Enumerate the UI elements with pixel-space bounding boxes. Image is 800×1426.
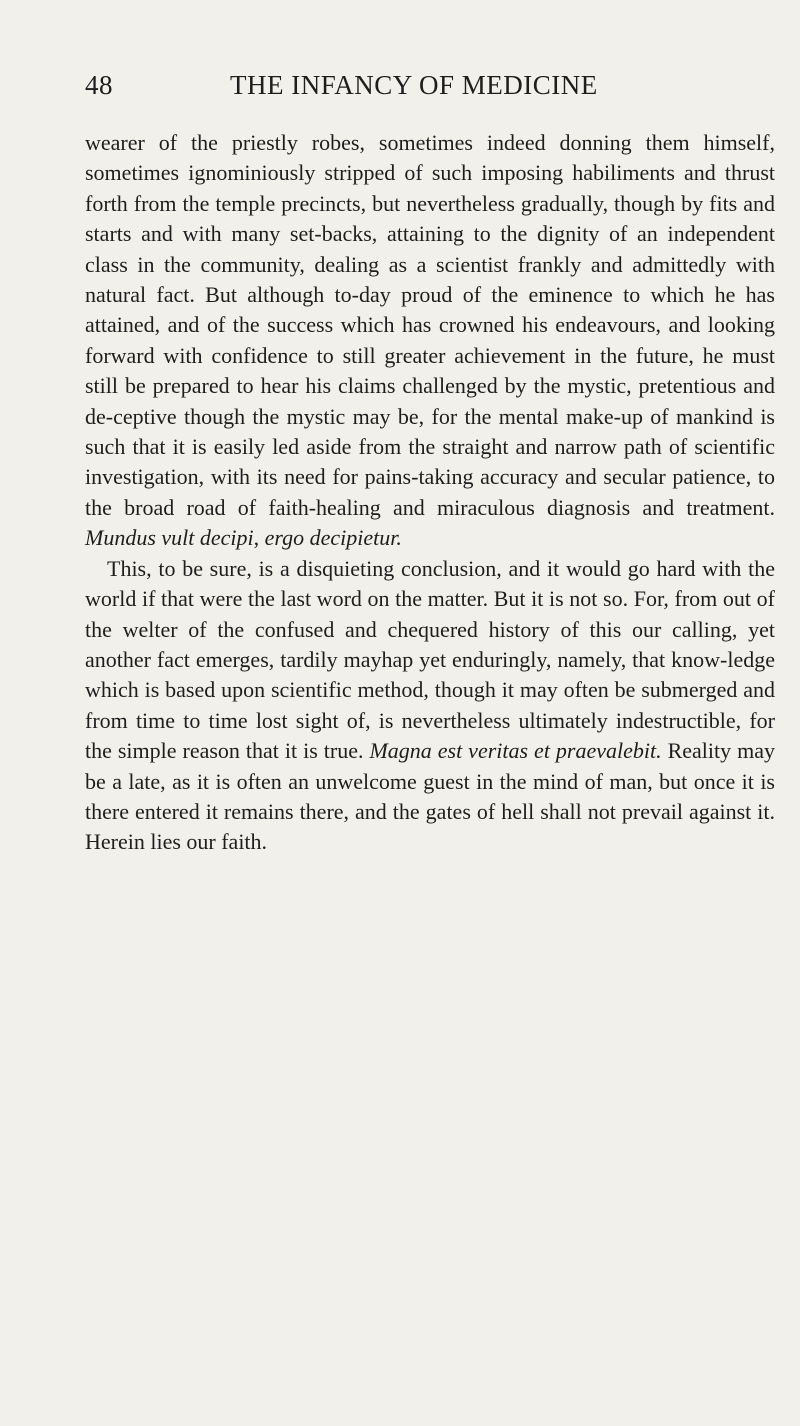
latin-quotation: ergo decipietur. [264, 525, 402, 551]
punctuation: , [253, 525, 265, 551]
paragraph [85, 554, 775, 858]
paragraph-text: wearer of the priestly robes, sometimes indeed donning them himself, sometimes ignominiously stripped of such imposing habiliments and thrust forth from the temple precincts, but nevertheless gradually, though by fits and starts and with many set-backs, attaining to the dignity of an independent class in the community, dealing as a scientist frankly and admittedly with natural fact. But although to-day proud of the eminence to which he has attained, and of the success which has crowned his endeavours, and looking forward with confidence to still greater achievement in the future, he must still be prepared to hear his claims challenged by the mystic, pretentious and de-ceptive though the mystic may be, for the mental make-up of mankind is such that it is easily led aside from the straight and narrow path of scientific investigation, with its need for pains-taking accuracy and secular patience, to the broad road of faith-healing and miraculous diagnosis and treatment. [85, 130, 775, 520]
paragraph [85, 128, 775, 554]
latin-quotation: Mundus vult decipi [85, 525, 254, 551]
paragraph-text: This, to be sure, is a disquieting conclusion, and it would go hard with the world if that were the last word on the matter. But it is not so. For, from out of the welter of the confused and chequered history of this our calling, yet another fact emerges, tardily mayhap yet enduringly, namely, that know-ledge which is based upon scientific method, though it may often be submerged and from time to time lost sight of, is nevertheless ultimately indestructible, for the simple reason that it is true. [85, 555, 775, 764]
running-title: THE INFANCY OF MEDICINE [230, 70, 598, 100]
running-head [85, 70, 740, 106]
paragraph-text: Reality may be a late, as it is often an unwelcome guest in the mind of man, but once it is there entered it remains there, and the gates of hell shall not prevail against it. Herein lies our faith. [85, 738, 775, 855]
body-text [85, 128, 775, 858]
latin-quotation: Magna est veritas et praevalebit. [369, 738, 662, 764]
page-number: 48 [85, 70, 113, 100]
